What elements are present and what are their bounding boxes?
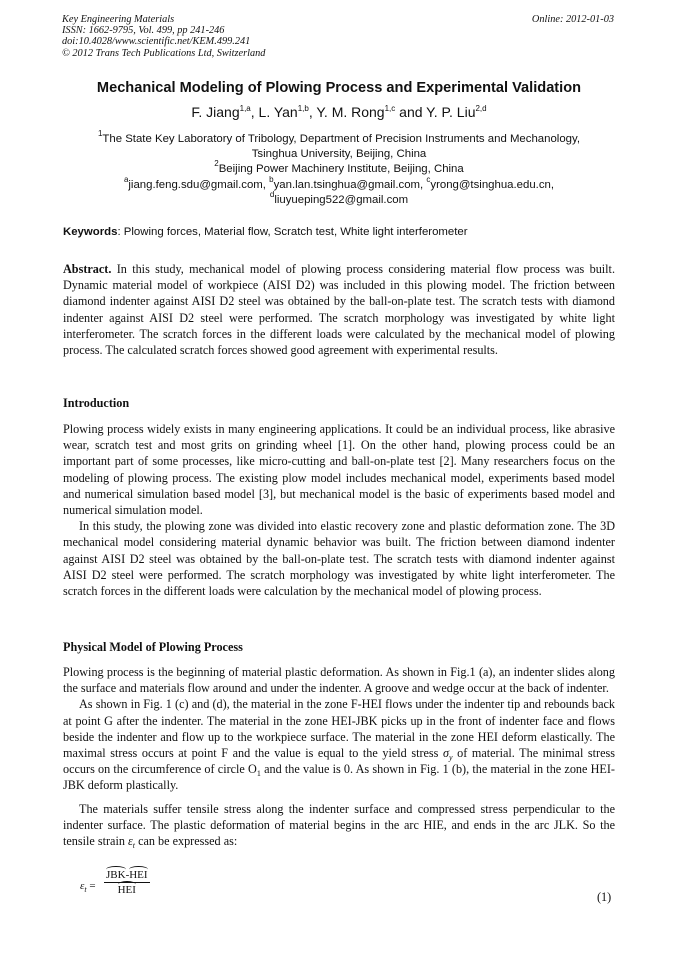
equation-denominator xyxy=(104,883,150,896)
paragraph: In this study, the plowing zone was divided into elastic recovery zone and plastic deformation zone. The 3D mechanical model considering material dynamic behavior was built. The friction between diamond indenter against AISI D2 steel was obtained by the ball-on-plate test. The scratch tests with diamond indenter against AISI D2 steel were performed. The scratch morphology was investigated by white light interferometer. The scratch forces in the different loads were calculation by the mechanical model of plowing process. xyxy=(63,519,615,599)
email-link[interactable]: jiang.feng.sdu@gmail.com xyxy=(128,178,263,191)
minus-sign: - xyxy=(125,869,130,881)
email-line xyxy=(40,174,638,193)
author-sup: 1,a xyxy=(239,104,251,113)
text-run: and the value is 0. As shown in Fig. 1 (b), the material in the zone HEI-JBK deform plastically. xyxy=(63,762,615,793)
author-name: L. Yan xyxy=(258,104,298,120)
text-run: The materials suffer tensile stress along the indenter surface and compressed stress perpendicular to the indenter surface. The plastic deformation of material begins in the arc HIE, and ends in the arc JLK. So the tensile strain xyxy=(63,801,615,849)
affiliation-text: The State Key Laboratory of Tribology, Department of Precision Instruments and Mechanology, xyxy=(102,133,581,145)
doi-line: doi:10.4028/www.scientific.net/KEM.499.241 xyxy=(62,36,251,48)
separator: and xyxy=(395,104,427,120)
author-sup: 2,d xyxy=(475,104,487,113)
email-sup: c xyxy=(426,174,431,184)
equals-sign: = xyxy=(86,880,96,892)
keywords xyxy=(63,226,468,238)
paragraph: Plowing process widely exists in many engineering applications. It could be an individual process, like abrasive wear, scratch test and most grits on grinding wheel [1]. On the other hand, plowing process could be an important part of some processes, like micro-cutting and ball-on-plate test [2]. Many researchers focus on the modeling of plowing process. The existing plow model includes mechanical model, experiments based model and numerical simulation based model [3], but mechanical model is the basic of experiments based model and numerical simulation model. xyxy=(63,422,615,518)
author-name: Y. M. Rong xyxy=(316,104,385,120)
paper-title: Mechanical Modeling of Plowing Process and Experimental Validation xyxy=(96,80,582,96)
affiliation-2 xyxy=(40,159,638,177)
arc-jbk: JBK xyxy=(106,869,126,881)
copyright-line: © 2012 Trans Tech Publications Ltd, Switzerland xyxy=(62,47,266,59)
author-list xyxy=(40,104,638,120)
equation-fraction xyxy=(104,867,150,896)
separator: , xyxy=(420,178,427,191)
email-link[interactable]: liuyueping522@gmail.com xyxy=(274,193,409,206)
paragraph: Plowing process is the beginning of material plastic deformation. As shown in Fig.1 (a), an indenter slides along the surface and materials flow around and under the indenter. A groove and wedge occur at the back of indenter. xyxy=(63,665,615,696)
subscript: y xyxy=(449,753,453,763)
affiliation-text: Beijing Power Machinery Institute, Beijing, China xyxy=(218,163,464,176)
email-sup: d xyxy=(269,189,275,199)
paragraph xyxy=(63,696,615,793)
subscript: t xyxy=(84,885,87,894)
paragraph xyxy=(63,801,615,850)
email-line-2 xyxy=(40,189,638,208)
affiliation-sup: 1 xyxy=(97,129,103,138)
section-heading-physical-model: Physical Model of Plowing Process xyxy=(63,640,243,654)
abstract xyxy=(63,261,615,358)
affiliations xyxy=(40,129,638,208)
separator: , xyxy=(250,104,259,120)
email-link[interactable]: yan.lan.tsinghua@gmail.com xyxy=(273,178,421,191)
text-run: of material. The minimal stress occurs on the circumference of circle O xyxy=(63,746,615,777)
abstract-text: In this study, mechanical model of plowing process considering material flow process was built. Dynamic material model of workpiece (AISI D2) was included in this plowing model. The friction between diamond indenter against AISI D2 steel was obtained by the ball-on-plate test. The scratch tests with diamond indenter against AISI D2 steel were performed. The scratch morphology was investigated by white light interferometer. The scratch forces in the different loads were calculated by the mechanical model of plowing process. The calculated scratch forces showed good agreement with experimental results. xyxy=(63,262,615,358)
sigma-symbol: σ xyxy=(442,746,449,761)
subscript: t xyxy=(132,841,136,851)
separator: , xyxy=(550,178,555,191)
issn-line: ISSN: 1662-9795, Vol. 499, pp 241-246 xyxy=(62,25,225,37)
text-run: As shown in Fig. 1 (c) and (d), the material in the zone F-HEI flows under the indenter tip and rebounds back at point G after the indenter. The material in the zone HEI-JBK picks up in the front of indenter face and flows beside the indenter and flow up to the workpiece surface. The material in the zone HEI deform elastically. The maximal stress occurs at point F and the value is equal to the yield stress xyxy=(63,697,615,761)
section-heading-introduction: Introduction xyxy=(63,396,130,410)
equation-lhs xyxy=(80,880,96,892)
journal-header xyxy=(62,14,265,59)
arc-hei: HEI xyxy=(129,869,148,881)
affiliation-1 xyxy=(40,129,638,147)
journal-name: Key Engineering Materials xyxy=(62,14,175,25)
online-date: Online: 2012-01-03 xyxy=(531,14,614,25)
introduction-body xyxy=(63,421,615,599)
email-sup: b xyxy=(269,174,274,184)
author-sup: 1,c xyxy=(384,104,396,113)
epsilon-symbol: ε xyxy=(127,834,133,849)
author-sup: 1,b xyxy=(297,104,309,113)
separator: , xyxy=(262,178,270,191)
keywords-label: Keywords xyxy=(63,226,118,238)
abstract-label: Abstract. xyxy=(63,262,112,276)
separator: , xyxy=(308,104,317,120)
epsilon-symbol: ε xyxy=(80,880,85,892)
author-name: Y. P. Liu xyxy=(426,104,476,120)
text-run: can be expressed as: xyxy=(135,834,238,849)
physical-model-body xyxy=(63,664,615,849)
author-name: F. Jiang xyxy=(191,104,240,120)
equation-number: (1) xyxy=(597,890,612,904)
keywords-text: : Plowing forces, Material flow, Scratch test, White light interferometer xyxy=(117,226,468,238)
affiliation-1-cont: Tsinghua University, Beijing, China xyxy=(251,148,427,161)
arc-hei: HEI xyxy=(117,884,136,896)
email-link[interactable]: yrong@tsinghua.edu.cn xyxy=(430,178,551,191)
email-sup: a xyxy=(123,174,129,184)
subscript: 1 xyxy=(256,769,261,779)
affiliation-sup: 2 xyxy=(214,159,219,169)
